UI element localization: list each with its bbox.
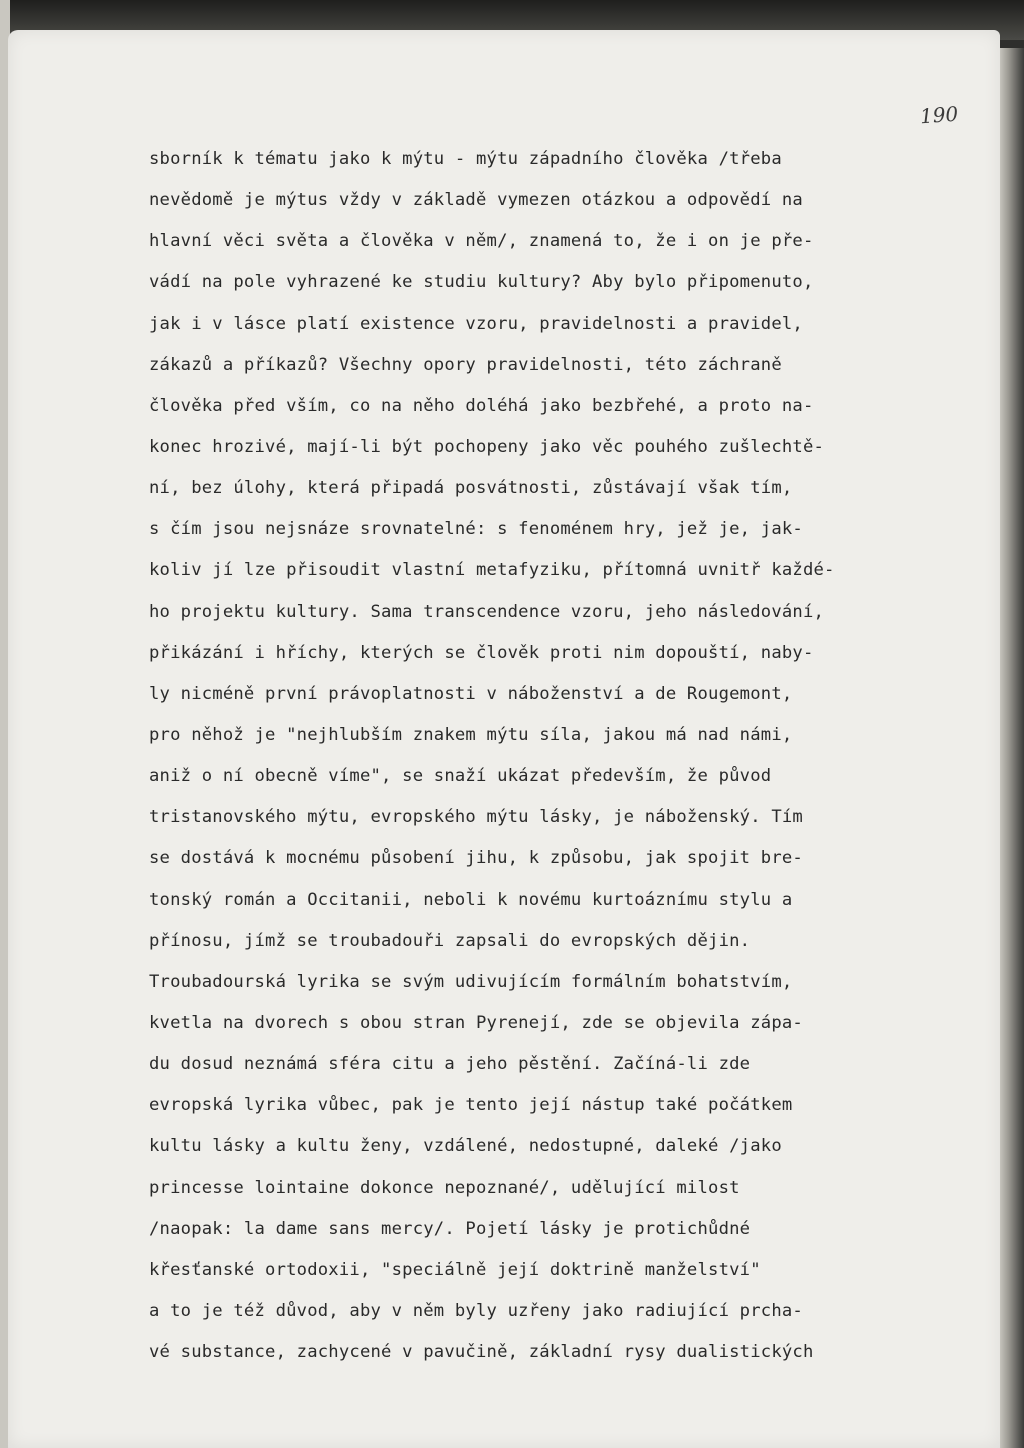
text-line: hlavní věci světa a člověka v něm/, znamená to, že i on je pře-: [149, 231, 814, 252]
document-body: [149, 143, 979, 1377]
text-line: člověka před vším, co na něho doléhá jako bezbřehé, a proto na-: [149, 395, 814, 416]
text-line: s čím jsou nejsnáze srovnatelné: s fenoménem hry, jež je, jak-: [149, 519, 803, 540]
text-line: vé substance, zachycené v pavučině, základní rysy dualistických: [149, 1342, 814, 1363]
text-line: ly nicméně první právoplatnosti v náboženství a de Rougemont,: [149, 683, 793, 704]
text-line: přínosu, jímž se troubadouři zapsali do evropských dějin.: [149, 930, 751, 951]
text-line: du dosud neznámá sféra citu a jeho pěstění. Začíná-li zde: [149, 1054, 751, 1075]
text-line: pro něhož je "nejhlubším znakem mýtu síla, jakou má nad námi,: [149, 724, 793, 745]
text-line: tristanovského mýtu, evropského mýtu lásky, je náboženský. Tím: [149, 807, 803, 828]
text-line: evropská lyrika vůbec, pak je tento její nástup také počátkem: [149, 1095, 793, 1116]
text-line: tonský román a Occitanii, neboli k novému kurtoáznímu stylu a: [149, 889, 793, 910]
text-line: se dostává k mocnému působení jihu, k způsobu, jak spojit bre-: [149, 848, 803, 869]
text-line: koliv jí lze přisoudit vlastní metafyziku, přítomná uvnitř každé-: [149, 560, 835, 581]
text-line: a to je též důvod, aby v něm byly uzřeny jako radiující prcha-: [149, 1300, 803, 1321]
text-line: zákazů a příkazů? Všechny opory pravidelnosti, této záchraně: [149, 354, 782, 375]
text-line: princesse lointaine dokonce nepoznané/, udělující milost: [149, 1177, 740, 1198]
text-line: kvetla na dvorech s obou stran Pyrenejí, zde se objevila zápa-: [149, 1012, 803, 1033]
text-line: nevědomě je mýtus vždy v základě vymezen otázkou a odpovědí na: [149, 190, 803, 211]
text-line: Troubadourská lyrika se svým udivujícím formálním bohatstvím,: [149, 971, 793, 992]
text-line: aniž o ní obecně víme", se snaží ukázat především, že původ: [149, 766, 772, 787]
text-line: přikázání i hříchy, kterých se člověk proti nim dopouští, naby-: [149, 642, 814, 663]
text-line: křesťanské ortodoxii, "speciálně její doktrině manželství": [149, 1259, 761, 1280]
page-right-edge-shadow: [998, 48, 1024, 1448]
text-line: ní, bez úlohy, která připadá posvátnosti, zůstávají však tím,: [149, 478, 793, 499]
text-line: konec hrozivé, mají-li být pochopeny jako věc pouhého zušlechtě-: [149, 436, 825, 457]
text-line: /naopak: la dame sans mercy/. Pojetí lásky je protichůdné: [149, 1218, 751, 1239]
text-line: sborník k tématu jako k mýtu - mýtu západního člověka /třeba: [149, 149, 782, 169]
text-line: kultu lásky a kultu ženy, vzdálené, nedostupné, daleké /jako: [149, 1136, 782, 1157]
text-line: vádí na pole vyhrazené ke studiu kultury? Aby bylo připomenuto,: [149, 272, 814, 293]
handwritten-page-number: 190: [919, 101, 959, 129]
text-line: ho projektu kultury. Sama transcendence vzoru, jeho následování,: [149, 601, 825, 622]
text-line: jak i v lásce platí existence vzoru, pravidelnosti a pravidel,: [149, 313, 803, 334]
